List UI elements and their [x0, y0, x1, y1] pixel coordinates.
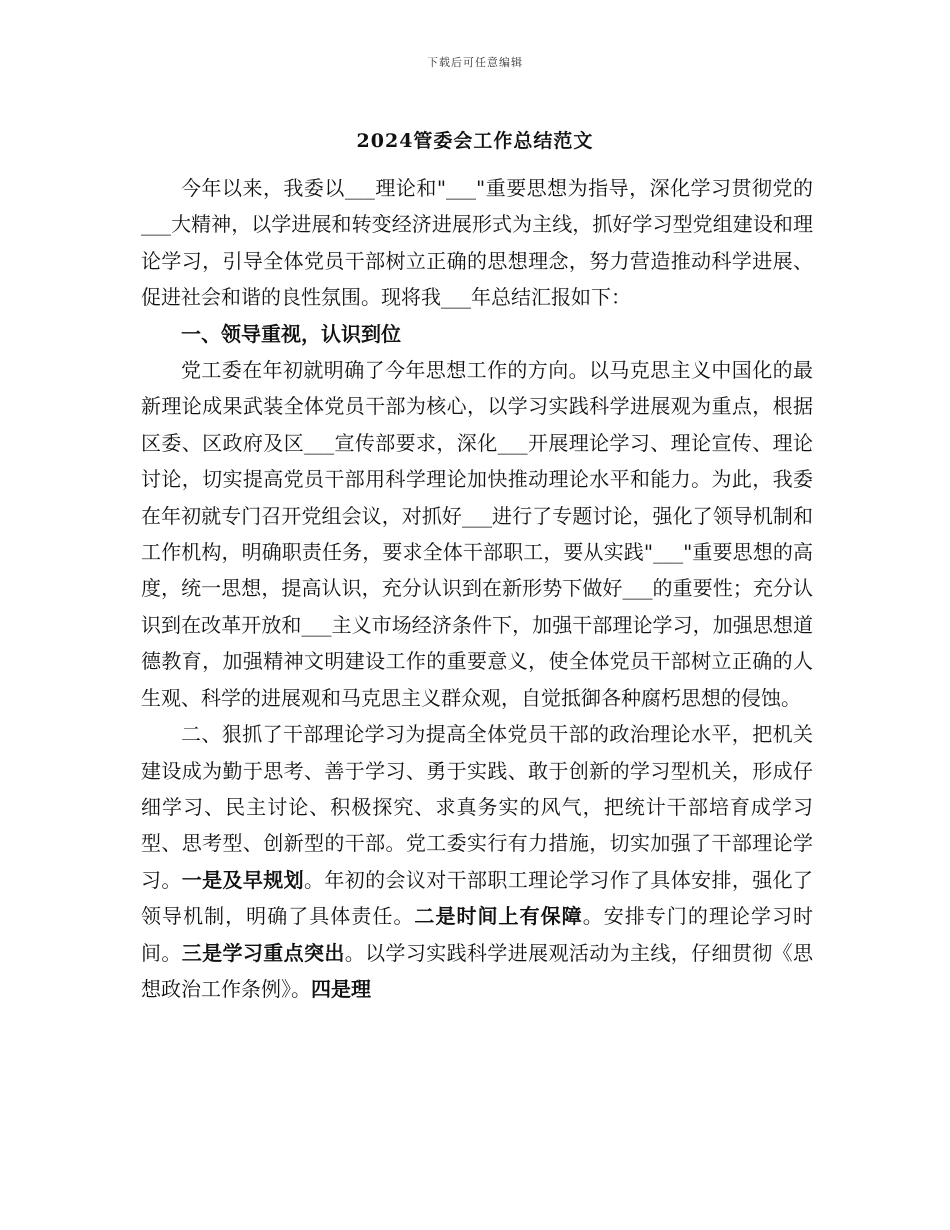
section-2-text-c: 。安排专门的理论学习时间。: [141, 904, 814, 965]
section-2-text-d: 。以学习实践科学进展观活动为主线，仔细贯彻《思想政治工作条例》。: [141, 940, 813, 1001]
document-body: [141, 170, 813, 1007]
section-2-paragraph: [141, 716, 813, 1007]
page-header-note: 下载后可任意编辑: [427, 56, 523, 69]
section-2-text-b: 。年初的会议对干部职工理论学习作了具体安排，强化了领导机制，明确了具体责任。: [141, 867, 813, 929]
section-2-text-a: 二、狠抓了干部理论学习为提高全体党员干部的政治理论水平，把机关建设成为勤于思考、善于学习、勇于实践、敢于创新的学习型机关，形成仔细学习、民主讨论、积极探究、求真务实的风气，把统计干部培育成学习型、思考型、创新型的干部。党工委实行有力措施，切实加强了干部理论学习。: [141, 722, 813, 892]
intro-paragraph: 今年以来，我委以___理论和"___"重要思想为指导，深化学习贯彻党的___大精神，以学进展和转变经济进展形式为主线，抓好学习型党组建设和理论学习，引导全体党员干部树立正确的思想理念，努力营造推动科学进展、促进社会和谐的良性氛围。现将我___年总结汇报如下：: [141, 176, 813, 310]
section-2-bold-4: 四是理: [311, 976, 371, 1001]
section-1-heading: 一、领导重视，认识到位: [181, 321, 401, 346]
section-2-bold-2: 二是时间上有保障: [414, 904, 583, 929]
document-title: 2024管委会工作总结范文: [356, 130, 594, 152]
section-2-bold-3: 三是学习重点突出: [181, 940, 345, 965]
section-1-paragraph: 党工委在年初就明确了今年思想工作的方向。以马克思主义中国化的最新理论成果武装全体党员干部为核心，以学习实践科学进展观为重点，根据区委、区政府及区___宣传部要求，深化___开展理论学习、理论宣传、理论讨论，切实提高党员干部用科学理论加快推动理论水平和能力。为此，我委在年初就专门召开党组会议，对抓好___进行了专题讨论，强化了领导机制和工作机构，明确职责任务，要求全体干部职工，要从实践"___"重要思想的高度，统一思想，提高认识，充分认识到在新形势下做好___的重要性；充分认识到在改革开放和___主义市场经济条件下，加强干部理论学习，加强思想道德教育，加强精神文明建设工作的重要意义，使全体党员干部树立正确的人生观、科学的进展观和马克思主义群众观，自觉抵御各种腐朽思想的侵蚀。: [141, 358, 813, 710]
section-2-bold-1: 一是及早规划: [181, 867, 304, 892]
